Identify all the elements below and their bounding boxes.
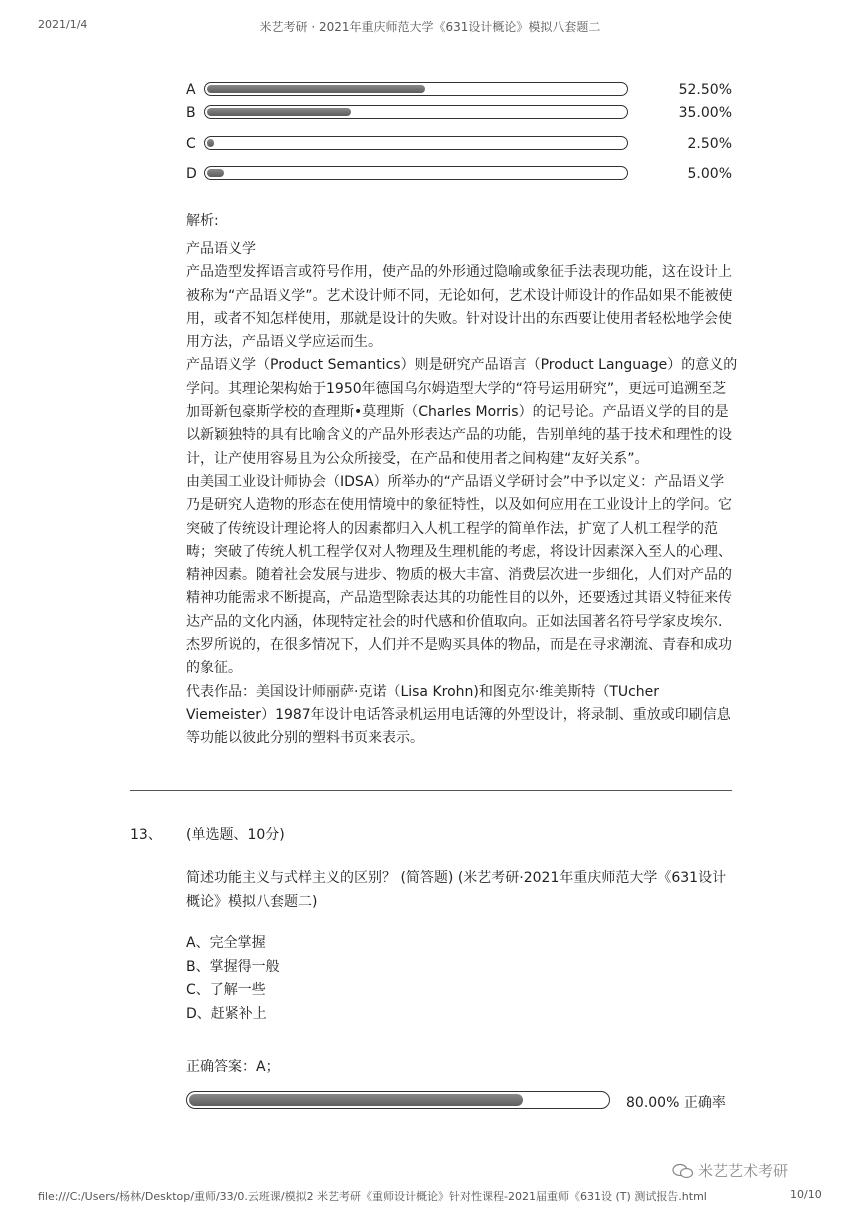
section-divider [130, 790, 732, 791]
choice-b: B、掌握得一般 [186, 958, 280, 975]
option-percent: 35.00% [678, 105, 732, 121]
option-bar [204, 136, 628, 150]
accuracy-bar-fill [189, 1094, 523, 1106]
option-letter: D [186, 166, 197, 182]
analysis-paragraph: 产品造型发挥语言或符号作用，使产品的外形通过隐喻或象征手法表现功能，这在设计上被称为“产品语义学”。艺术设计师不同，无论如何，艺术设计师设计的作品如果不能被使用，或者不知怎样使用，那就是设计的失败。针对设计出的东西要让使用者轻松地学会使用方法，产品语义学应运而生。 [186, 264, 733, 351]
accuracy-percent: 80.00% 正确率 [626, 1095, 726, 1111]
analysis-paragraph: 由美国工业设计师协会（IDSA）所举办的“产品语义学研讨会”中予以定义：产品语义学乃是研究人造物的形态在使用情境中的象征特性，以及如何应用在工业设计上的学问。它突破了传统设计理论将人的因素都归入人机工程学的简单作法，扩宽了人机工程学的范畴；突破了传统人机工程学仅对人物理及生理机能的考虑，将设计因素深入至人的心理、精神因素。随着社会发展与进步、物质的极大丰富、消费层次进一步细化，人们对产品的精神功能需求不断提高，产品造型除表达其的功能性目的以外，还要透过其语义特征来传达产品的文化内涵，体现特定社会的时代感和价值取向。正如法国著名符号学家皮埃尔. 杰罗所说的，在很多情况下，人们并不是购买具体的物品，而是在寻求潮流、青春和成功的象征。 [186, 473, 732, 677]
option-percent: 5.00% [687, 166, 732, 182]
analysis-paragraph: 代表作品：美国设计师丽萨·克诺（Lisa Krohn)和图克尔·维美斯特（TUcher Viemeister）1987年设计电话答录机运用电话簿的外型设计，将录制、重放或印刷信息等功能以彼此分别的塑料书页来表示。 [186, 683, 731, 747]
footer-page-number: 10/10 [790, 1188, 822, 1201]
option-row-b [186, 104, 732, 122]
option-letter: B [186, 105, 196, 121]
option-row-d [186, 165, 732, 183]
choice-d: D、赶紧补上 [186, 1005, 267, 1022]
option-bar-fill [207, 85, 425, 93]
option-bar [204, 105, 628, 119]
option-row-a [186, 81, 732, 99]
question-number: 13、 [130, 827, 162, 843]
option-bar-fill [207, 169, 224, 177]
accuracy-bar [186, 1091, 610, 1109]
option-letter: C [186, 136, 196, 152]
question-text: 简述功能主义与式样主义的区别？ (简答题) (米艺考研·2021年重庆师范大学《631设计概论》模拟八套题二) [186, 870, 727, 910]
correct-answer: 正确答案：A； [186, 1059, 280, 1075]
analysis-body [186, 238, 738, 751]
option-letter: A [186, 82, 196, 98]
option-percent: 2.50% [687, 136, 732, 152]
choice-a: A、完全掌握 [186, 935, 266, 951]
option-bar-fill [207, 139, 214, 147]
choice-c: C、了解一些 [186, 982, 266, 998]
watermark [672, 1160, 788, 1181]
option-bar-fill [207, 108, 351, 116]
question-type: (单选题、10分) [186, 827, 285, 843]
option-row-c [186, 135, 732, 153]
analysis-paragraph: 产品语义学（Product Semantics）则是研究产品语言（Product Language）的意义的学问。其理论架构始于1950年德国乌尔姆造型大学的“符号运用研究”，更远可追溯至芝加哥新包豪斯学校的查理斯•莫理斯（Charles Morris）的记号论。产品语义学的目的是以新颖独特的具有比喻含义的产品外形表达产品的功能，告别单纯的基于技术和理性的设计，让产使用容易且为公众所接受，在产品和使用者之间构建“友好关系”。 [186, 357, 738, 467]
watermark-text: 米艺艺术考研 [698, 1162, 789, 1180]
analysis-heading: 产品语义学 [186, 241, 256, 257]
option-bar [204, 166, 628, 180]
option-bar [204, 82, 628, 96]
option-percent: 52.50% [678, 82, 732, 98]
wechat-icon [672, 1163, 694, 1179]
footer-path: file:///C:/Users/杨林/Desktop/重师/33/0.云班课/模拟2 米艺考研《重师设计概论》针对性课程-2021届重师《631设 (T) 测试报告.html [38, 1190, 707, 1203]
header-date: 2021/1/4 [38, 18, 88, 31]
analysis-label: 解析: [186, 213, 219, 229]
choice-list [186, 932, 280, 1026]
header-title: 米艺考研 · 2021年重庆师范大学《631设计概论》模拟八套题二 [259, 20, 601, 34]
